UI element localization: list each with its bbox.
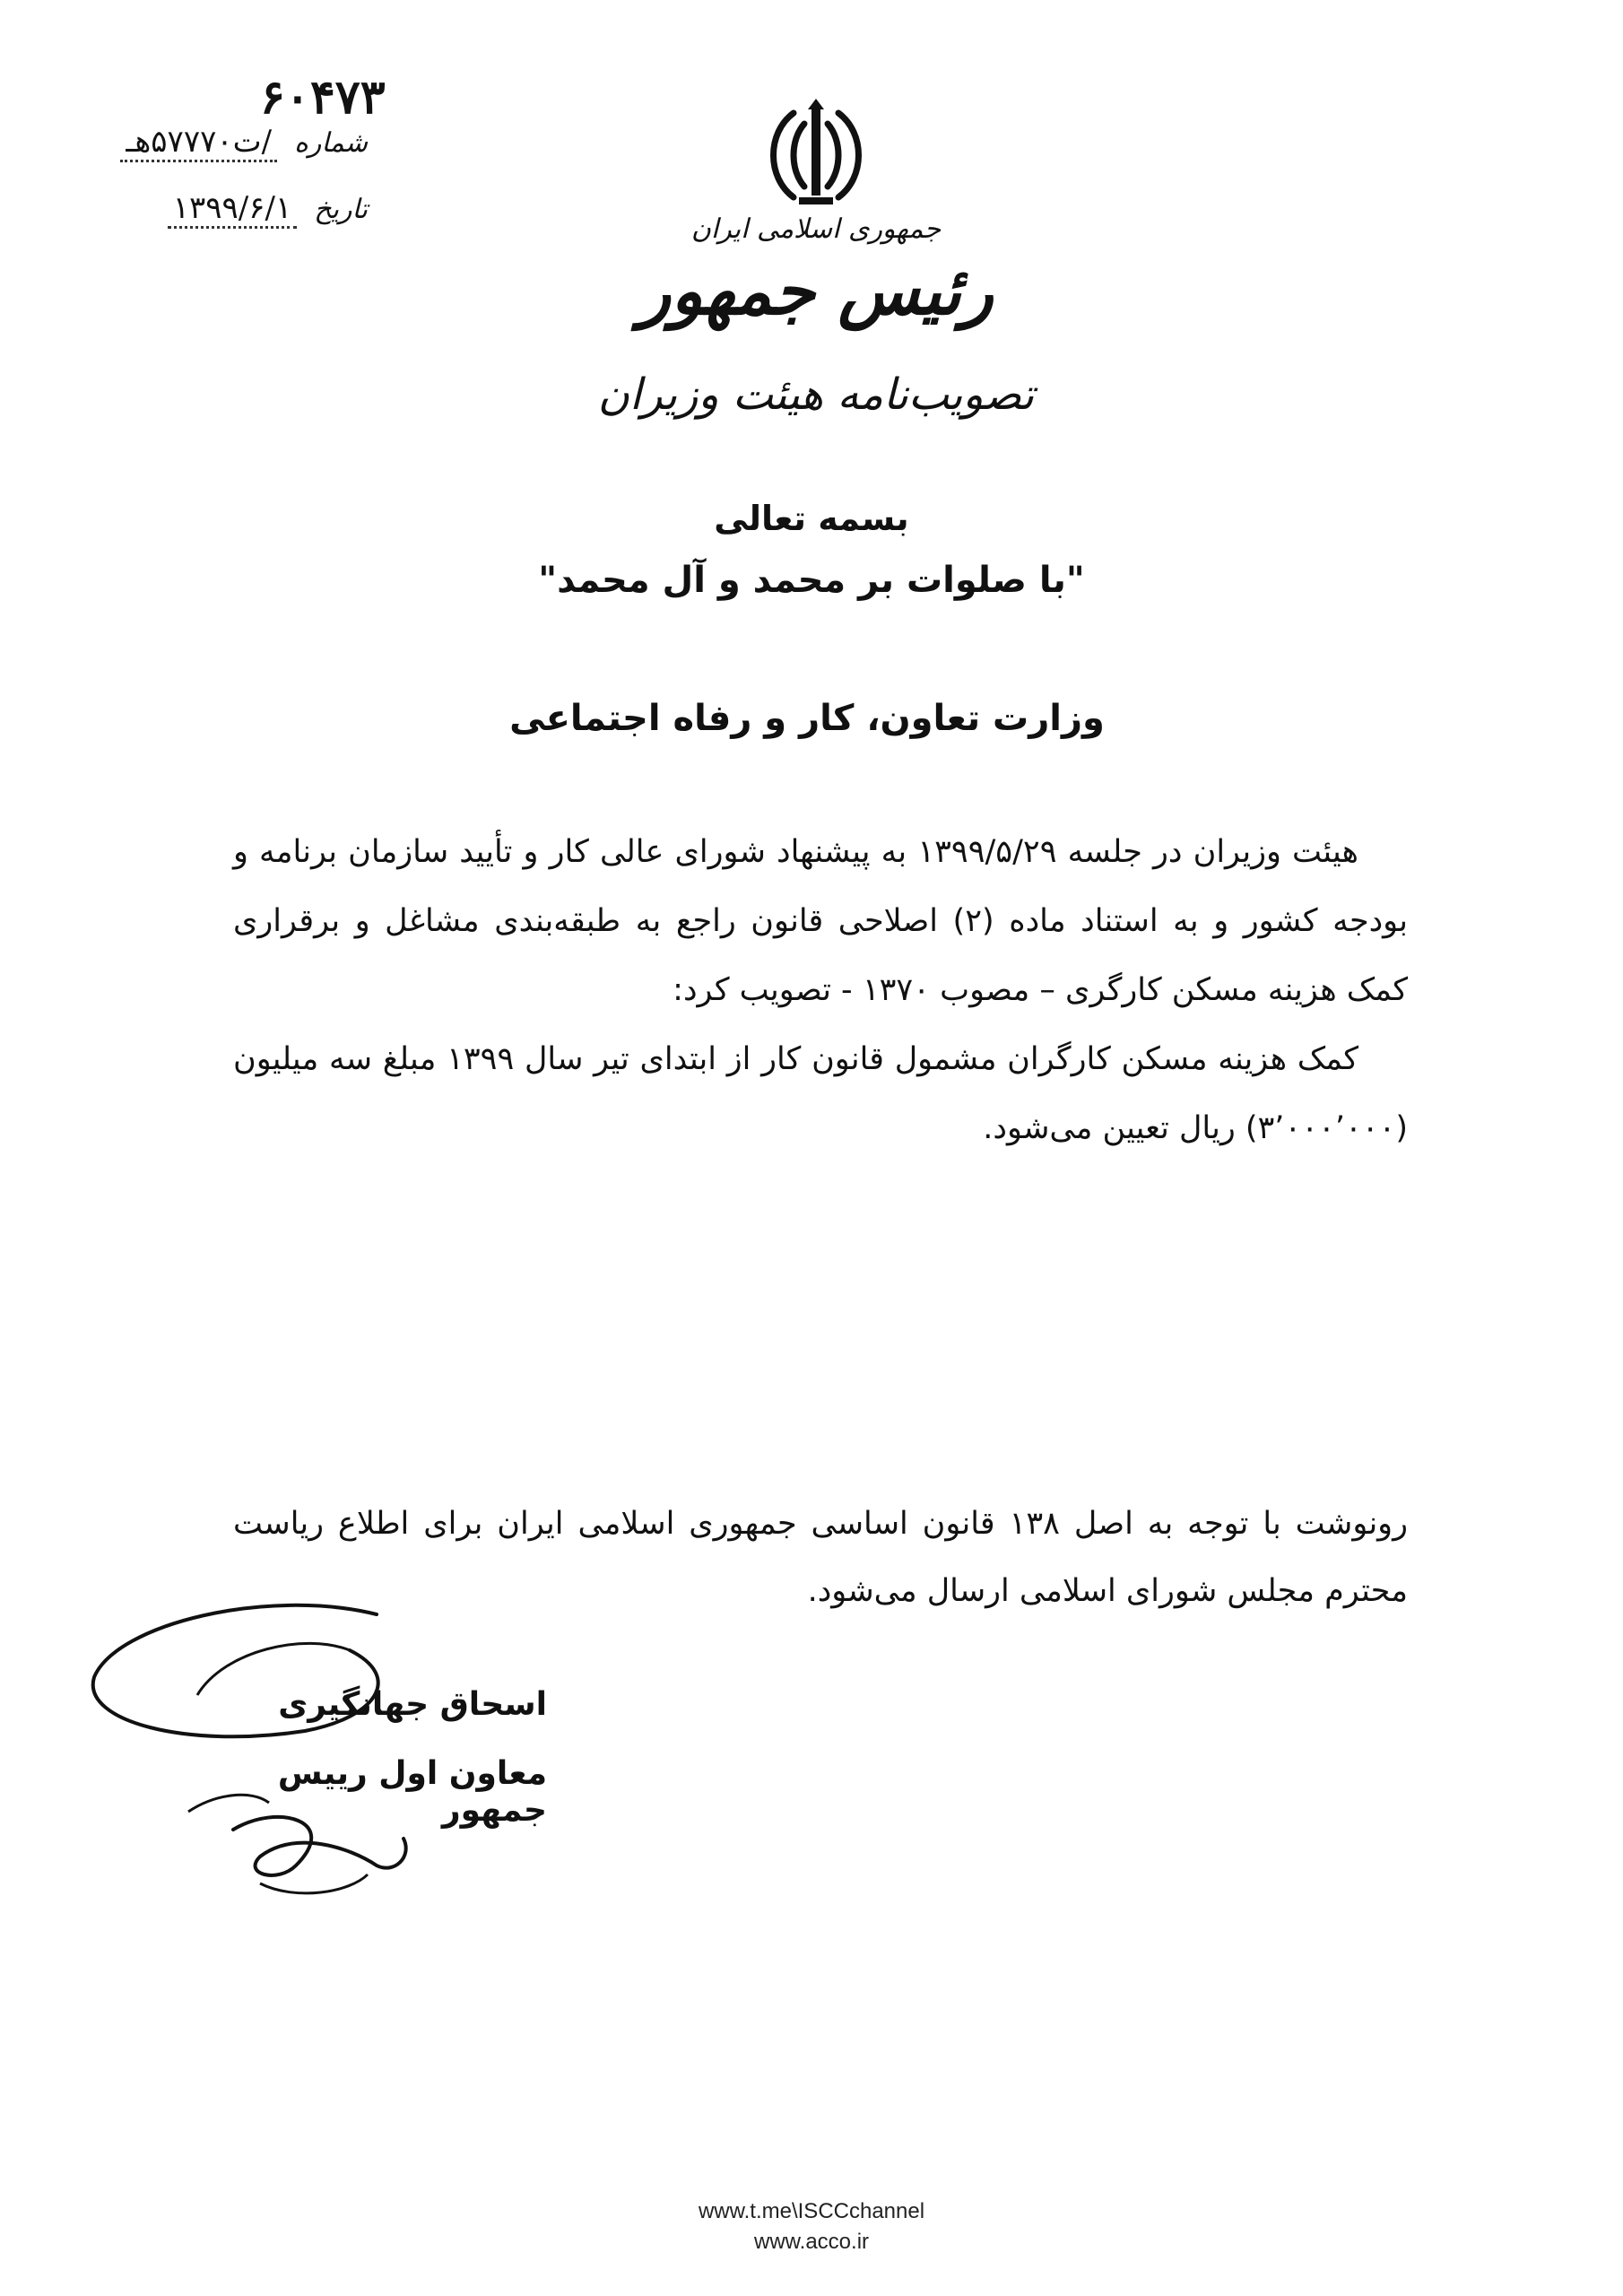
resolution-paragraph-2: کمک هزینه مسکن کارگران مشمول قانون کار از ابتدای تیر سال ۱۳۹۹ مبلغ سه میلیون (۳٬۰۰۰٬۰۰۰) ریال تعیین می‌شود. <box>233 1041 1408 1146</box>
footer-website: www.acco.ir <box>753 2230 870 2254</box>
handwritten-letter-number: ۶۰۴۷۳ <box>260 70 386 125</box>
iran-emblem-icon <box>758 97 874 213</box>
footer-telegram: www.t.me\ISCCchannel <box>698 2199 925 2223</box>
number-row <box>72 124 368 160</box>
office-title: رئیس جمهور <box>638 253 994 330</box>
date-label: تاریخ <box>314 194 368 225</box>
recipient: وزارت تعاون، کار و رفاه اجتماعی <box>509 698 1105 739</box>
resolution-paragraph-1: هیئت وزیران در جلسه ۱۳۹۹/۵/۲۹ به پیشنهاد شورای عالی کار و تأیید سازمان برنامه و بودجه کشور و به استناد ماده (۲) اصلاحی قانون راجع به طبقه‌بندی مشاغل و برقراری کمک هزینه مسکن کارگری – مصوب ۱۳۷۰ - تصویب کرد: <box>233 834 1408 1008</box>
resolution-body <box>233 818 1408 1163</box>
invocation: بسمه تعالی <box>714 499 909 538</box>
copy-note-text: رونوشت با توجه به اصل ۱۳۸ قانون اساسی جمهوری اسلامی ایران برای اطلاع ریاست محترم مجلس شورای اسلامی ارسال می‌شود. <box>233 1506 1408 1609</box>
document-type: تصویب‌نامه هیئت وزیران <box>597 370 1035 420</box>
date-row <box>108 190 368 226</box>
republic-name: جمهوری اسلامی ایران <box>690 213 942 245</box>
signer-title: معاون اول رییس جمهور <box>277 1755 547 1829</box>
blessing: "با صلوات بر محمد و آل محمد" <box>538 560 1085 601</box>
signer-name: اسحاق جهانگیری <box>278 1686 547 1723</box>
number-value: /ت۵۷۷۷۰هـ <box>120 124 277 162</box>
date-value: ۱۳۹۹/۶/۱ <box>168 190 297 229</box>
number-label: شماره <box>294 127 368 159</box>
